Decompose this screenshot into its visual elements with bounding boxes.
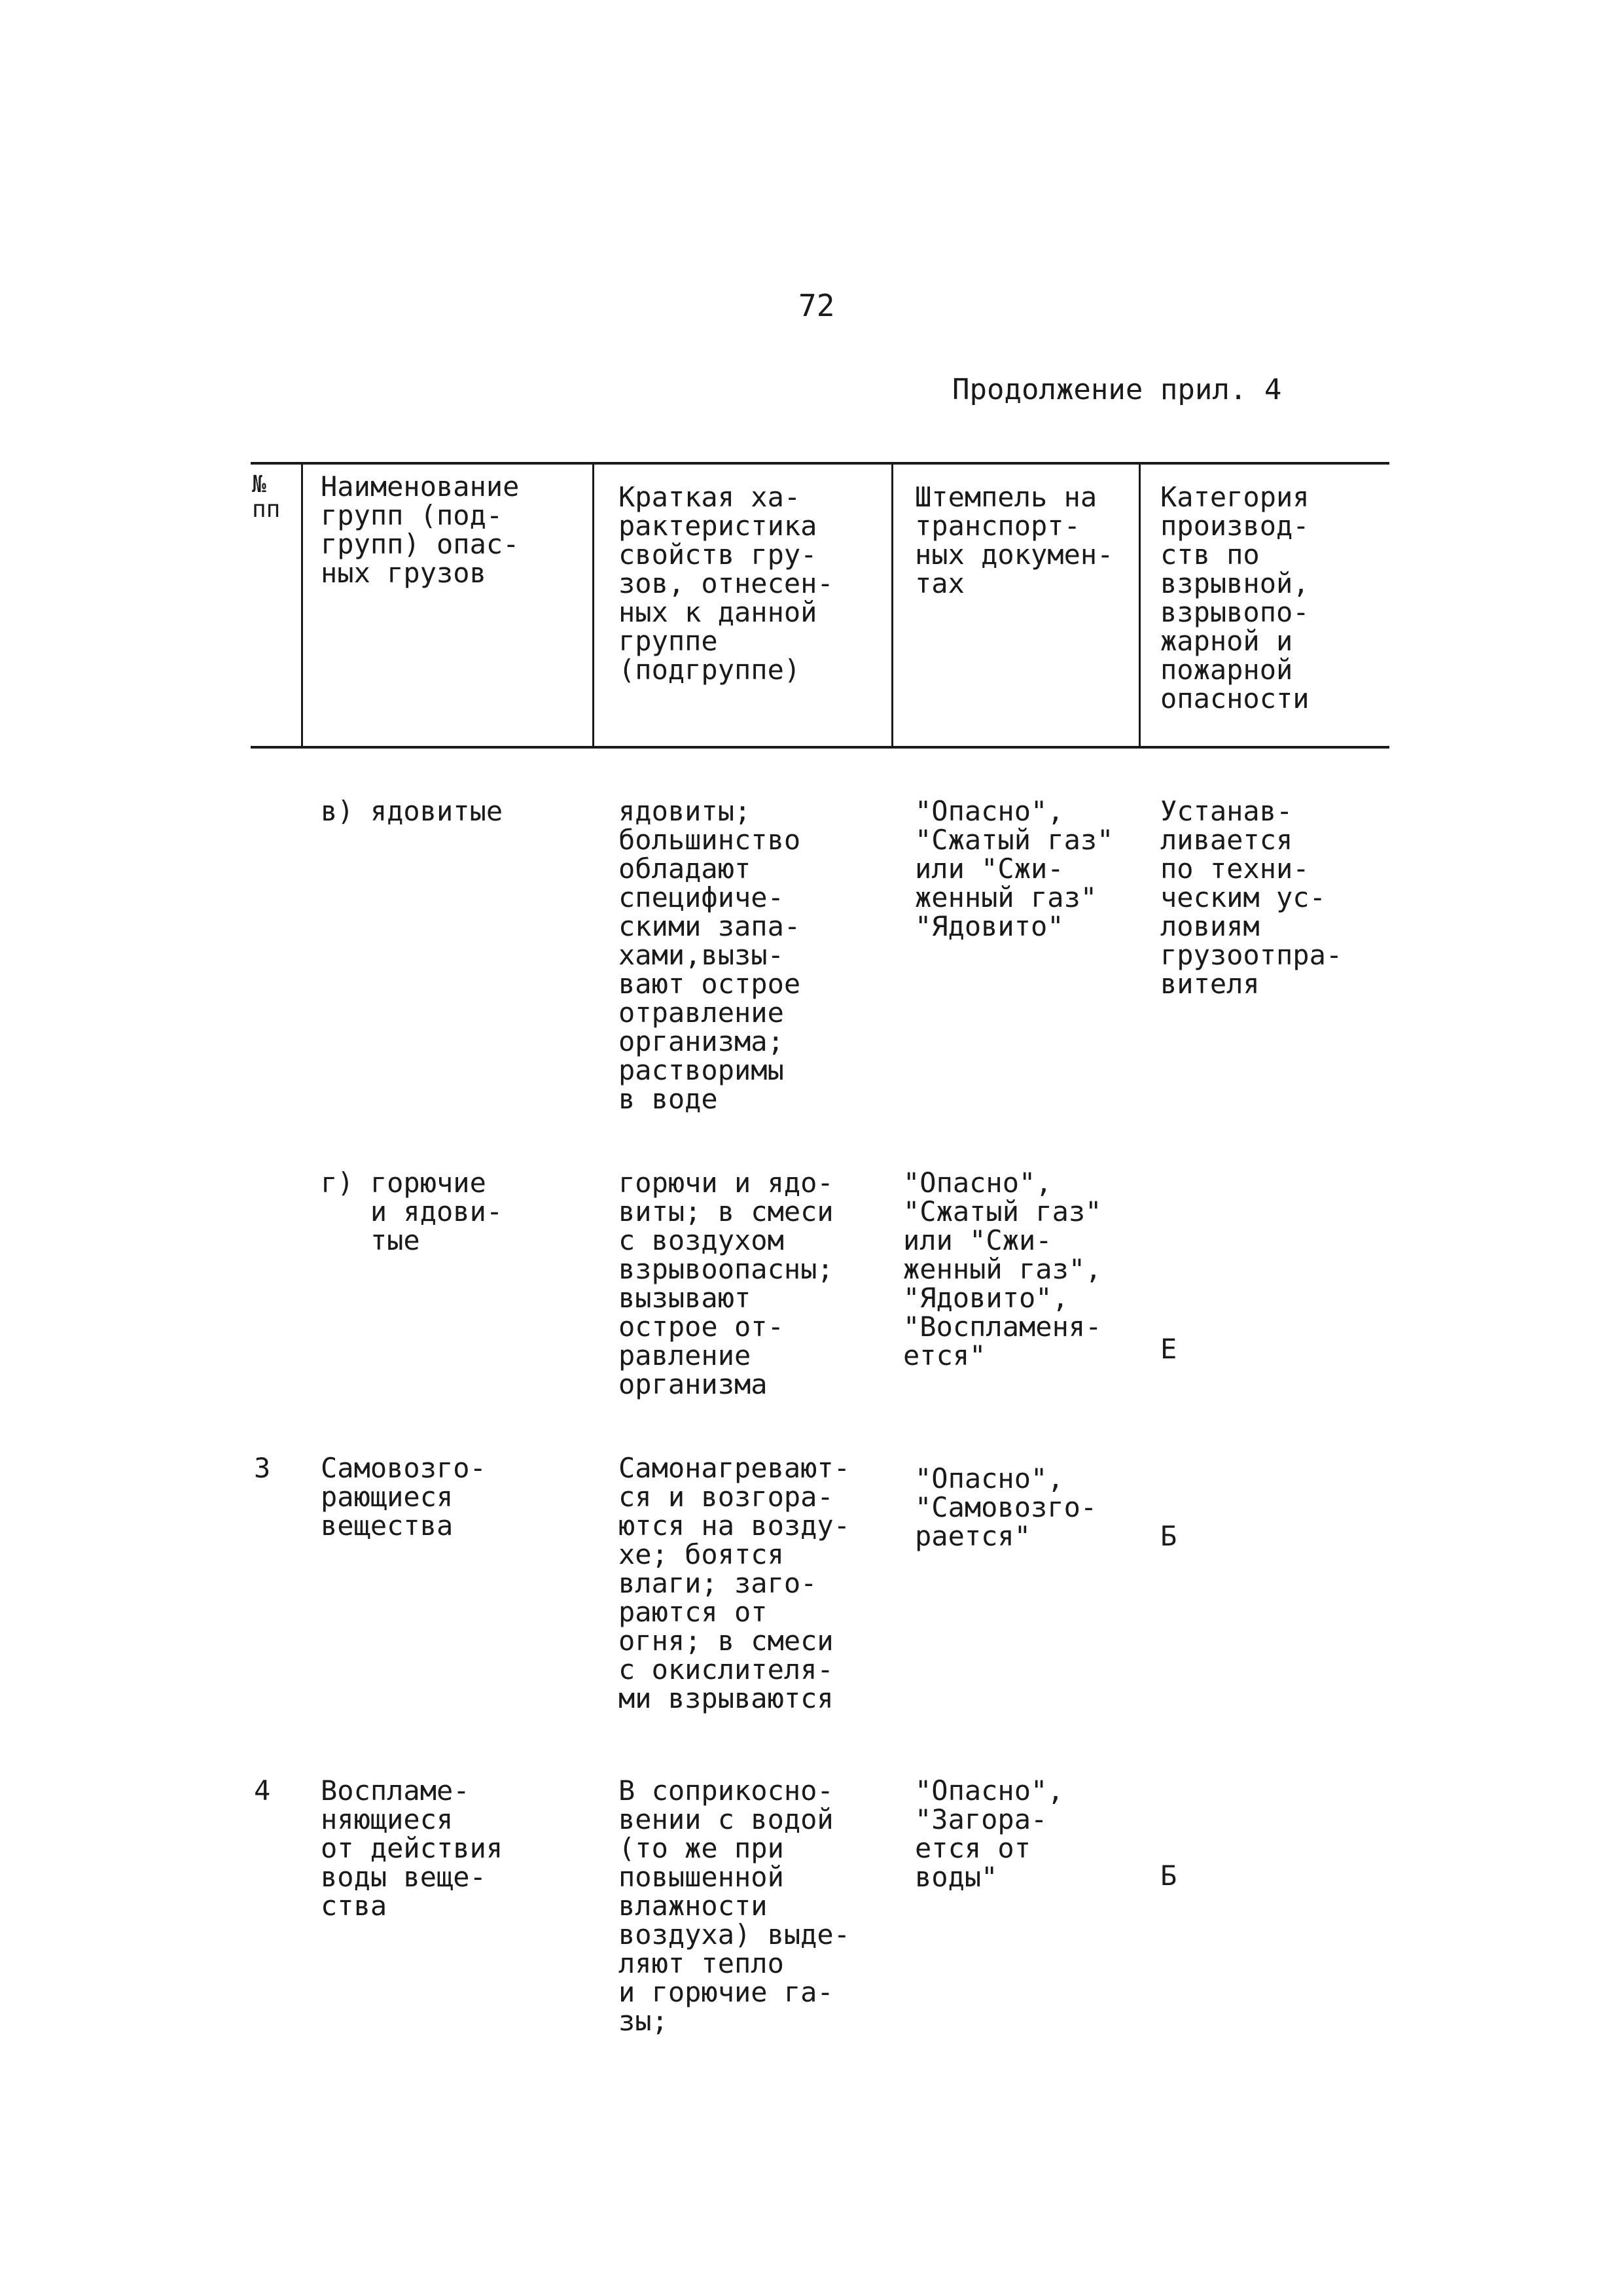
continuation-label: Продолжение прил. 4	[952, 373, 1282, 406]
row-1-stamp: "Опасно", "Сжатый газ" или "Сжи- женный газ" "Ядовито"	[915, 795, 1114, 942]
column-divider-3	[891, 462, 893, 746]
table-top-rule	[251, 462, 1389, 465]
header-stamp: Штемпель на транспорт- ных докумен- тах	[915, 481, 1114, 599]
row-3-name: Самовозго- рающиеся вещества	[321, 1452, 486, 1542]
row-4-name: Воспламе- няющиеся от действия воды веще- ства	[321, 1775, 503, 1922]
column-divider-2	[592, 462, 594, 746]
row-1-props: ядовиты; большинство обладают специфиче- скими запа- хами,вызы- вают острое отравление организма; растворимы в воде	[618, 795, 801, 1115]
header-num: № пп	[252, 471, 281, 523]
row-2-props: горючи и ядо- виты; в смеси с воздухом взрывоопасны; вызывают острое от- равление организма	[618, 1167, 834, 1400]
page-number: 72	[798, 288, 835, 323]
row-1-category: Устанав- ливается по техни- ческим ус- ловиям грузоотпра- вителя	[1160, 795, 1343, 1000]
row-2-category: Е	[1160, 1333, 1177, 1365]
row-3-props: Самонагревают- ся и возгора- ются на возду- хе; боятся влаги; заго- раются от огня; в смеси с окислителя- ми взрываются	[618, 1452, 851, 1714]
header-category: Категория производ- ств по взрывной, взрывопо- жарной и пожарной опасности	[1160, 481, 1310, 715]
row-3-stamp: "Опасно", "Самовозго- рается"	[915, 1462, 1097, 1552]
header-props: Краткая ха- рактеристика свойств гру- зов, отнесен- ных к данной группе (подгруппе)	[618, 481, 834, 686]
column-divider-1	[301, 462, 303, 746]
row-4-stamp: "Опасно", "Загора- ется от воды"	[915, 1775, 1064, 1893]
row-1-name: в) ядовитые	[321, 795, 503, 827]
column-divider-4	[1139, 462, 1141, 746]
row-4-num: 4	[254, 1775, 271, 1807]
row-2-name: г) горючие и ядови- тые	[321, 1167, 503, 1256]
row-3-num: 3	[254, 1452, 271, 1484]
row-2-stamp: "Опасно", "Сжатый газ" или "Сжи- женный газ", "Ядовито", "Воспламеня- ется"	[903, 1167, 1102, 1371]
header-name: Наименование групп (под- групп) опас- ных грузов	[321, 470, 520, 589]
row-3-category: Б	[1160, 1520, 1177, 1552]
row-4-props: В соприкосно- вении с водой (то же при повышенной влажности воздуха) выде- ляют тепло и горючие га- зы;	[618, 1775, 851, 2037]
table-header-bottom-rule	[251, 746, 1389, 749]
row-4-category: Б	[1160, 1860, 1177, 1892]
